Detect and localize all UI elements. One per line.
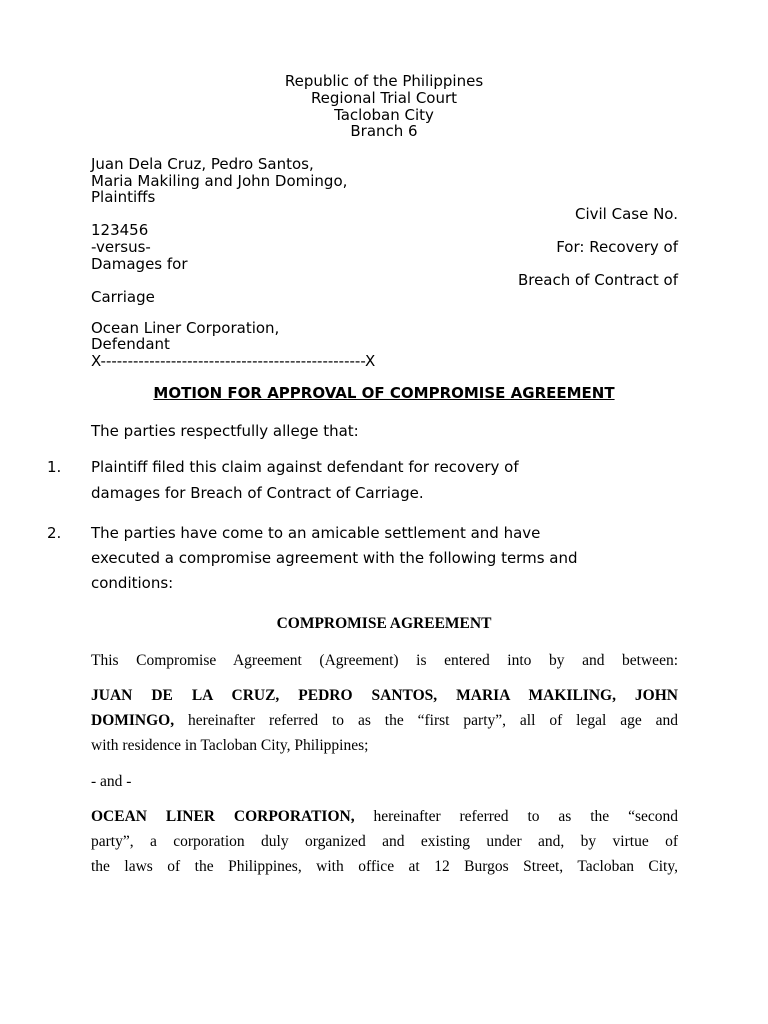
second-party-name: OCEAN LINER CORPORATION, bbox=[91, 808, 355, 825]
first-party-names-line-1: JUAN DE LA CRUZ, PEDRO SANTOS, MARIA MAKILING, JOHN bbox=[91, 687, 678, 704]
defendant-name: Ocean Liner Corporation, bbox=[91, 319, 280, 337]
second-party-line-2: party”, a corporation duly organized and existing under and, by virtue of bbox=[91, 833, 678, 850]
defendant-label: Defendant bbox=[91, 335, 170, 353]
caption-separator: X-------------------------------------------------X bbox=[91, 352, 376, 370]
breach-label: Breach of Contract of bbox=[517, 271, 678, 289]
item-2-line-3: conditions: bbox=[91, 574, 174, 592]
item-2-number: 2. bbox=[47, 524, 62, 542]
header-republic: Republic of the Philippines bbox=[284, 72, 484, 90]
plaintiffs-line-1: Juan Dela Cruz, Pedro Santos, bbox=[91, 155, 314, 173]
item-1-number: 1. bbox=[47, 458, 62, 476]
first-party-line-3: with residence in Tacloban City, Philippines; bbox=[91, 737, 369, 754]
item-2-line-2: executed a compromise agreement with the following terms and bbox=[91, 549, 578, 567]
agreement-title: COMPROMISE AGREEMENT bbox=[276, 615, 492, 632]
case-number: 123456 bbox=[91, 221, 149, 239]
first-party-line-2 bbox=[91, 712, 678, 730]
motion-intro: The parties respectfully allege that: bbox=[91, 422, 359, 440]
plaintiffs-label: Plaintiffs bbox=[91, 188, 156, 206]
for-recovery-label: For: Recovery of bbox=[556, 238, 678, 256]
carriage-label: Carriage bbox=[91, 288, 155, 306]
second-party-description: hereinafter referred to as the “second bbox=[354, 808, 678, 825]
header-branch: Branch 6 bbox=[350, 122, 418, 140]
item-1-line-1: Plaintiff filed this claim against defendant for recovery of bbox=[91, 458, 519, 476]
and-separator: - and - bbox=[91, 773, 132, 790]
second-party-line-1 bbox=[91, 808, 678, 826]
first-party-names-line-2: DOMINGO, bbox=[91, 712, 175, 729]
first-party-description: hereinafter referred to as the “first party”, all of legal age and bbox=[174, 712, 678, 729]
item-2-line-1: The parties have come to an amicable settlement and have bbox=[91, 524, 541, 542]
plaintiffs-line-2: Maria Makiling and John Domingo, bbox=[91, 172, 348, 190]
motion-title: MOTION FOR APPROVAL OF COMPROMISE AGREEMENT bbox=[153, 384, 615, 402]
versus-label: -versus- bbox=[91, 238, 151, 256]
second-party-line-3: the laws of the Philippines, with office at 12 Burgos Street, Tacloban City, bbox=[91, 858, 678, 875]
agreement-intro: This Compromise Agreement (Agreement) is entered into by and between: bbox=[91, 652, 678, 669]
damages-for-label: Damages for bbox=[91, 255, 188, 273]
civil-case-label: Civil Case No. bbox=[574, 205, 678, 223]
item-1-line-2: damages for Breach of Contract of Carriage. bbox=[91, 484, 424, 502]
header-court: Regional Trial Court bbox=[310, 89, 458, 107]
header-city: Tacloban City bbox=[334, 106, 434, 124]
